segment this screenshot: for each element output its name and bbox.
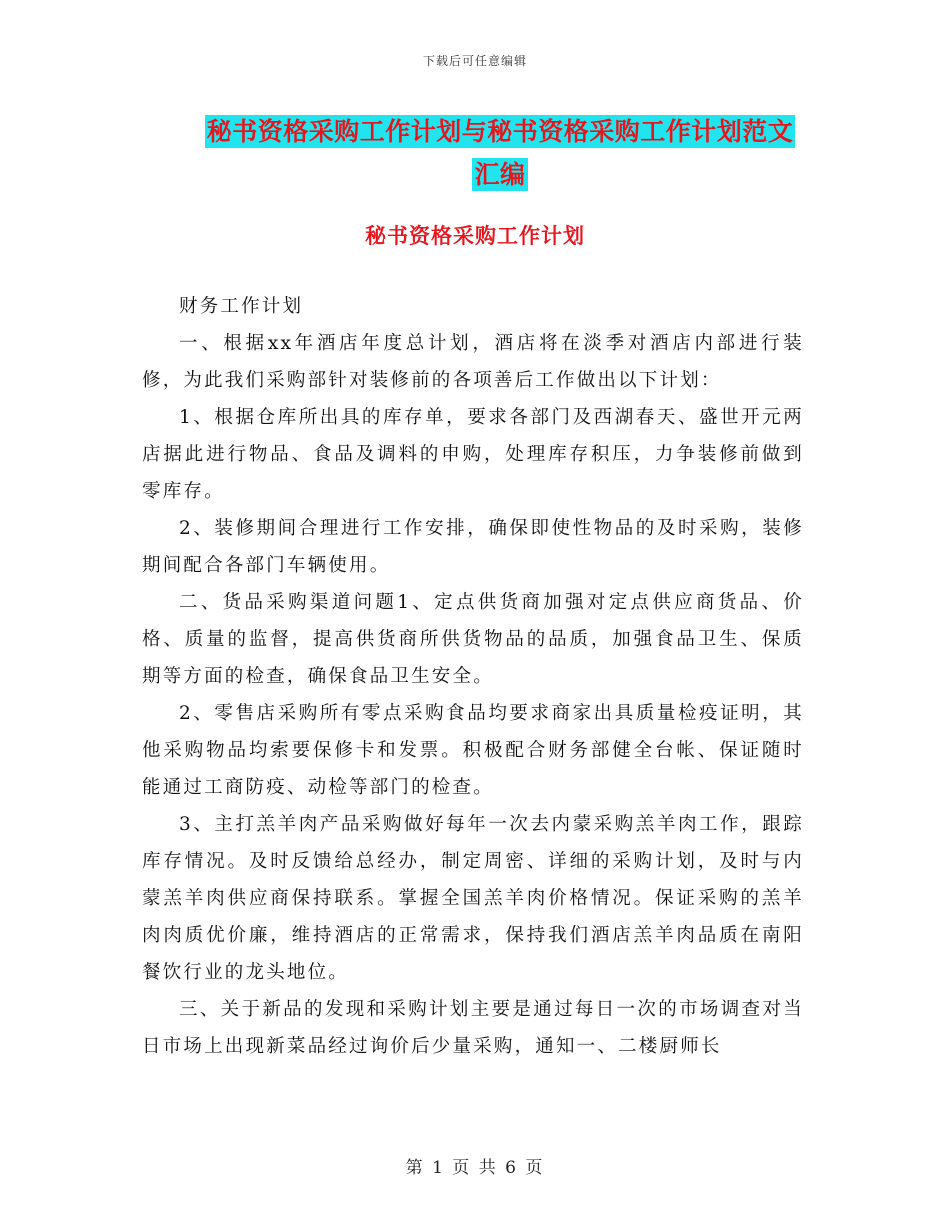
- paragraph: 三、关于新品的发现和采购计划主要是通过每日一次的市场调查对当日市场上出现新菜品经过询价后少量采购，通知一、二楼厨师长: [142, 999, 804, 1057]
- document-title-line-2: 汇编: [474, 160, 526, 189]
- document-title-line-1: 秘书资格采购工作计划与秘书资格采购工作计划范文: [206, 117, 794, 146]
- paragraph: 3、主打羔羊肉产品采购做好每年一次去内蒙采购羔羊肉工作，跟踪库存情况。及时反馈给总经办，制定周密、详细的采购计划，及时与内蒙羔羊肉供应商保持联系。掌握全国羔羊肉价格情况。保证采购的羔羊肉肉质优价廉，维持酒店的正常需求，保持我们酒店羔羊肉品质在南阳餐饮行业的龙头地位。: [142, 814, 804, 983]
- section-title: 秘书资格采购工作计划: [365, 224, 585, 248]
- page-number-footer: 第 1 页 共 6 页: [405, 1158, 545, 1178]
- paragraph: 2、零售店采购所有零点采购食品均要求商家出具质量检疫证明，其他采购物品均索要保修卡和发票。积极配合财务部健全台帐、保证随时能通过工商防疫、动检等部门的检查。: [142, 703, 804, 798]
- paragraph: 1、根据仓库所出具的库存单，要求各部门及西湖春天、盛世开元两店据此进行物品、食品及调料的申购，处理库存积压，力争装修前做到零库存。: [142, 407, 804, 502]
- page-header-note: 下载后可任意编辑: [422, 54, 527, 68]
- paragraph: 财务工作计划: [179, 296, 304, 317]
- paragraph: 2、装修期间合理进行工作安排，确保即使性物品的及时采购，装修期间配合各部门车辆使用。: [142, 518, 804, 576]
- document-title: [180, 110, 820, 196]
- paragraph: 二、货品采购渠道问题1、定点供货商加强对定点供应商货品、价格、质量的监督，提高供货商所供货物品的品质，加强食品卫生、保质期等方面的检查，确保食品卫生安全。: [142, 592, 804, 687]
- body-text: [142, 288, 804, 1065]
- paragraph: 一、根据xx年酒店年度总计划，酒店将在淡季对酒店内部进行装修，为此我们采购部针对装修前的各项善后工作做出以下计划：: [142, 333, 804, 391]
